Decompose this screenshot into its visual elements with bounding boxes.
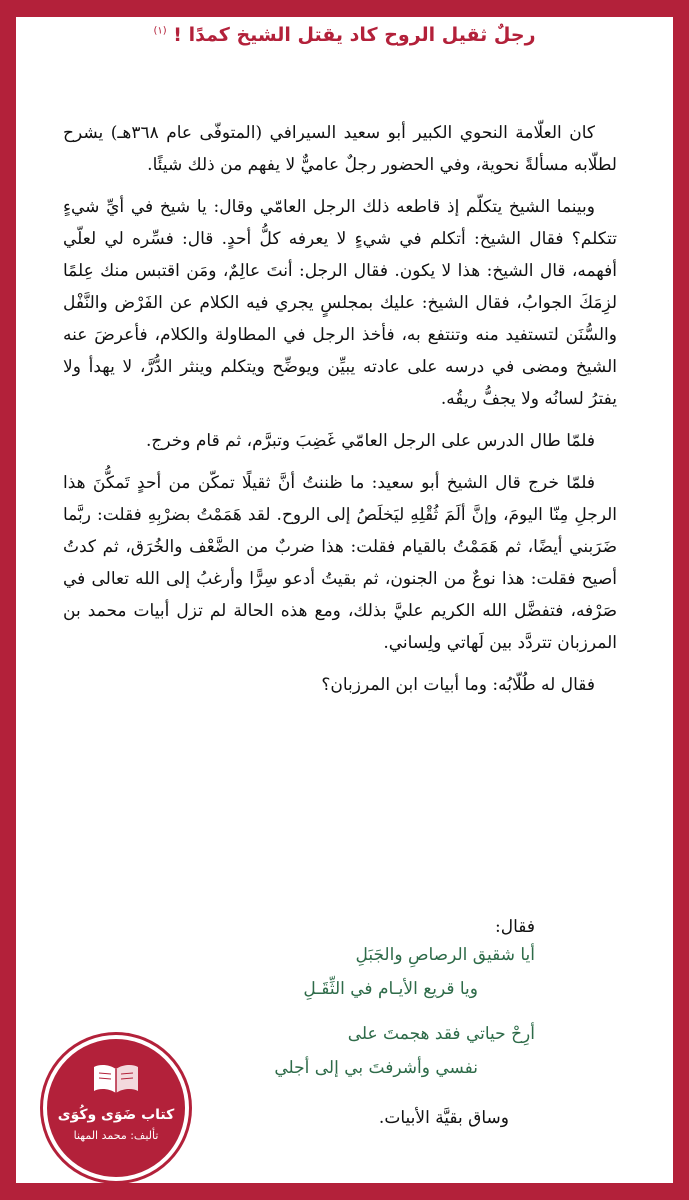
document-page [16,17,673,1183]
poem-verse-1-second: ويا قريع الأيـام في الثِّقَـلِ [303,979,478,999]
page-title [16,24,673,46]
paragraph-5: فقال له طُلّابُه: وما أبيات ابن المرزبان؟ [321,675,595,695]
book-seal [43,1035,189,1181]
paragraph-2: وبينما الشيخ يتكلّم إذ قاطعه ذلك الرجل العامّي وقال: يا شيخ في أيِّ شيءٍ تتكلم؟ فقال الشيخ: أتكلم في شيءٍ لا يعرفه كلُّ أحدٍ. قال: فسِّره لي لعلّي أفهمه، قال الشيخ: هذا لا يكون. فقال الرجل: أنتَ عالِمٌ، ومَن اقتبس منك عِلمًا لزِمَكَ الجوابُ، فقال الشيخ: عليك بمجلسٍ يجري فيه الكلام عن الفَرْض والنَّفْل والسُّنَن لتستفيد منه وتنتفع به، فأخذ الرجل في المطاولة والكلام، فأعرضَ عنه الشيخ ومضى في درسه على عادته يبيِّن ويوضِّح ويتكلم وينثر الدُّرَّ، لا يهدأ ولا يفترُ لسانُه ولا يجفُّ ريقُه. [63,197,617,409]
paragraph-3: فلمّا طال الدرس على الرجل العامّي غَضِبَ وتبرَّم، ثم قام وخرج. [146,431,595,451]
poem-verse-2-second: نفسي وأشرفتَ بي إلى أجلي [274,1058,478,1078]
paragraph-4: فلمّا خرج قال الشيخ أبو سعيد: ما ظننتُ أنَّ ثقيلًا تمكّن من أحدٍ تَمكُّنَ هذا الرجلِ مِنّا اليومَ، وإنَّ ألَمَ ثُقْلِهِ ليَخلَصُ إلى الروح. لقد هَمَمْتُ بضرْبِهِ فقلت: ربَّما ضَرَبني أيضًا، ثم هَمَمْتُ بالقيام فقلت: هذا ضربٌ من الضَّعْف والخُرَق، ثم كدتُ أصيح فقلت: هذا نوعٌ من الجنون، ثم بقيتُ أدعو سِرًّا وأرغبُ إلى الله تعالى في صَرْفه، فتفضَّل الله الكريم عليَّ بذلك، ومع هذه الحالة لم تزل أبيات محمد بن المرزبان تتردَّد بين لَهاتي ولِساني. [63,473,617,653]
article-body [63,117,617,711]
poem-verse-1-first: أيا شقيق الرصاصِ والجَبَلِ [355,945,535,965]
seal-author: تأليف: محمد المهنا [73,1129,159,1142]
seal-book-title: كتاب ضَوَى وكُوَى [57,1107,175,1123]
title-text: رجلٌ ثقيل الروح كاد يقتل الشيخ كمدًا ! [173,24,536,46]
title-footnote-marker: (١) [153,25,167,37]
closing-line: وساق بقيَّة الأبيات. [378,1108,509,1128]
poem-intro: فقال: [495,917,535,937]
poem-verse-2-first: أرِحْ حياتي فقد هجمتَ على [347,1024,535,1044]
paragraph-1: كان العلّامة النحوي الكبير أبو سعيد السيرافي (المتوفّى عام ٣٦٨هـ) يشرح لطلّابه مسألةً نحوية، وفي الحضور رجلٌ عاميٌّ لا يفهم من ذلك شيئًا. [63,123,617,175]
